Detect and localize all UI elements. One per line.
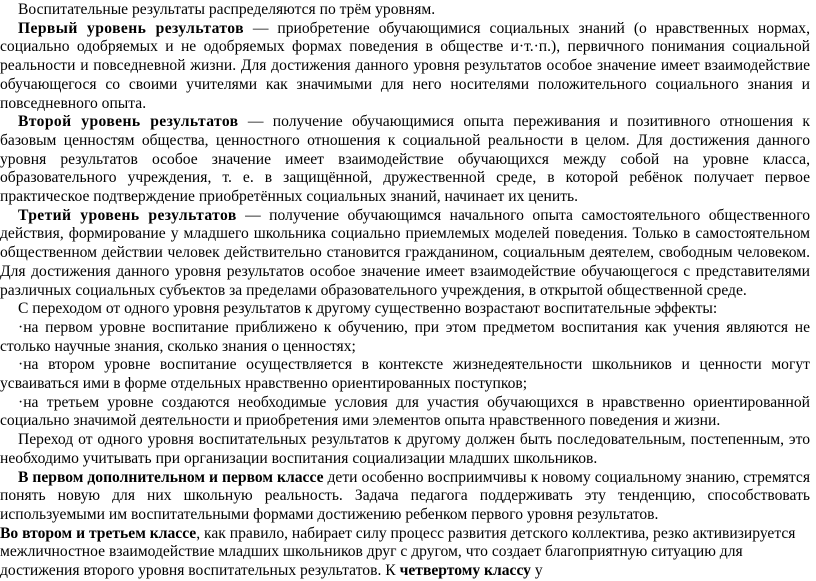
level3-text: — получение обучающимся начального опыта самостоятельного общественного действия, формирование у младшего школьника социально приемлемых моделей поведения. Только в самостоятельном общественном действии человек действительно становится гражданином, социальным деятелем, свободным человеком. Для достижения данного уровня результатов особое значение имеет взаимодействие обучающегося с представителями различных социальных субъектов за пределами образовательного учреждения, в открытой общественной среде.: [0, 206, 811, 299]
level3-paragraph: [0, 207, 810, 301]
bullet-item: [0, 319, 810, 356]
intro-paragraph: [0, 1, 810, 20]
grade23-title: Во втором и третьем классе: [0, 524, 197, 542]
intro-text: Воспитательные результаты распределяются по трём уровням.: [18, 1, 436, 18]
level1-title: Первый уровень результатов: [18, 19, 244, 37]
bullet-text: ·на втором уровне воспитание осуществляется в контексте жизнедеятельности школьников и ценности могут усваиваться ими в форме отдельных нравственно ориентированных поступков;: [0, 356, 810, 393]
grade1-title: В первом дополнительном и первом классе: [18, 468, 324, 486]
grade23-paragraph: [0, 525, 810, 581]
grade23-text: , как правило, набирает силу процесс развития детского коллектива, резко активизируется межличностное взаимодействие младших школьников друг с другом, что создает благоприятную ситуацию для достижения второго уровня воспитательных результатов. К: [0, 524, 796, 580]
transition2-paragraph: [0, 431, 810, 468]
grade23-tail: у: [530, 562, 543, 580]
bullet-item: [0, 356, 810, 393]
bullet-text: ·на первом уровне воспитание приближено к обучению, при этом предметом воспитания как учения являются не столько научные знания, сколько знания о ценностях;: [0, 318, 810, 355]
level2-text: — получение обучающимися опыта переживания и позитивного отношения к базовым ценностям общества, ценностного отношения к социальной реальности в целом. Для достижения данного уровня результатов особое значение имеет взаимодействие обучающихся между собой на уровне класса, образовательного учреждения, т. е. в защищённой, дружественной среде, в которой ребёнок получает первое практическое подтверждение приобретённых социальных знаний, начинает их ценить.: [0, 113, 811, 206]
level1-text: — приобретение обучающимися социальных знаний (о нравственных нормах, социально одобряемых и не одобряемых формах поведения в обществе и·т.·п.), первичного понимания социальной реальности и повседневной жизни. Для достижения данного уровня результатов особое значение имеет взаимодействие обучающегося со своими учителями как значимыми для него носителями положительного социального знания и повседневного опыта.: [0, 19, 811, 112]
grade1-text: дети особенно восприимчивы к новому социальному знанию, стремятся понять новую для них школьную реальность. Задача педагога поддерживать эту тенденцию, способствовать используемыми им воспитательными формами достижению ребенком первого уровня результатов.: [0, 468, 810, 523]
bullet-item: [0, 394, 810, 431]
grade4-title: четвертому классу: [399, 562, 531, 580]
level3-title: Третий уровень результатов: [18, 206, 237, 224]
transition-text: С переходом от одного уровня результатов к другому существенно возрастают воспитательные эффекты:: [18, 300, 718, 318]
transition-paragraph: [0, 300, 810, 319]
level1-paragraph: [0, 20, 810, 114]
level2-title: Второй уровень результатов: [18, 113, 239, 131]
grade1-paragraph: [0, 469, 810, 525]
transition2-text: Переход от одного уровня воспитательных результатов к другому должен быть последовательным, постепенным, это необходимо учитывать при организации воспитания социализации младших школьников.: [0, 431, 810, 467]
level2-paragraph: [0, 113, 810, 207]
bullet-text: ·на третьем уровне создаются необходимые условия для участия обучающихся в нравственно ориентированной социально значимой деятельности и приобретения ими элементов опыта нравственного поведения и жизни.: [0, 393, 810, 430]
